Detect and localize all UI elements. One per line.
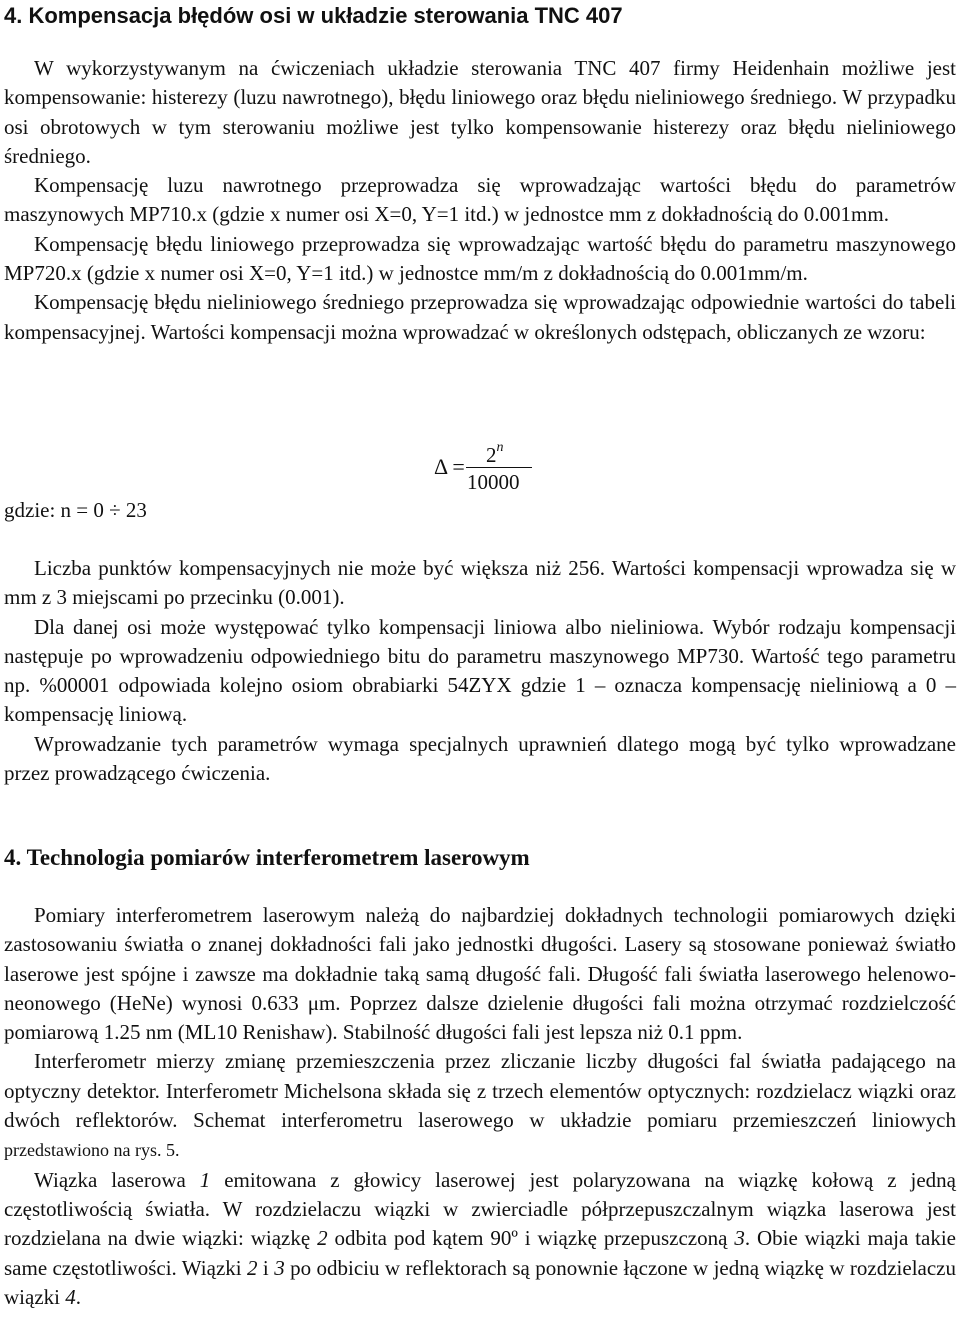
section1-body-bottom	[4, 554, 956, 788]
paragraph-wiazka	[4, 1166, 956, 1312]
section1-body-top	[4, 54, 956, 347]
text-run: odbita pod kątem 90º i wiązkę przepuszczoną	[327, 1226, 735, 1251]
text-run: i	[257, 1255, 275, 1280]
text-run: emitowana z głowicy laserowej jest polaryzowana na wiązkę kołową z jedną częstotliwością światła. W rozdzielaczu wiązki w zwierciadle półprzepuszczalnym wiązka laserowa jest rozdzielana na dwie wiązki: wiązkę	[4, 1167, 956, 1251]
text-run: Wiązka laserowa	[34, 1167, 200, 1192]
paragraph-luz: Kompensację luzu nawrotnego przeprowadza się wprowadzając wartości błędu do parametrów maszynowych MP710.x (gdzie x numer osi X=0, Y=1 itd.) w jednostce mm z dokładnością do 0.001mm.	[4, 173, 956, 227]
formula-lhs: Δ =	[434, 454, 465, 479]
beam-number: 1	[199, 1167, 211, 1192]
formula-range: gdzie: n = 0 ÷ 23	[4, 498, 147, 522]
paragraph-nieliniowy: Kompensację błędu nieliniowego średniego przeprowadza się wprowadzając odpowiednie wartości do tabeli kompensacyjnej. Wartości kompensacji można wprowadzać w określonych odstępach, obliczanych ze wzoru:	[4, 290, 956, 344]
section-title-kompensacja: 4. Kompensacja błędów osi w układzie sterowania TNC 407	[4, 3, 623, 28]
section2-body	[4, 901, 956, 1312]
text-run: po odbiciu w reflektorach są ponownie łączone w jedną wiązkę w rozdzielaczu wiązki	[4, 1255, 957, 1309]
paragraph-wybor: Dla danej osi może występować tylko kompensacji liniowa albo nieliniowa. Wybór rodzaju kompensacji następuje po wprowadzeniu odpowiedniego bitu do parametru maszynowego MP730. Wartość tego parametru np. %00001 odpowiada kolejno osiom obrabiarki 54ZYX gdzie 1 – oznacza kompensację nieliniową a 0 – kompensację liniową.	[4, 614, 956, 727]
beam-number: 3	[734, 1226, 745, 1251]
beam-number: 2	[247, 1255, 258, 1280]
formula-base: 2	[486, 443, 497, 467]
paragraph-intro: W wykorzystywanym na ćwiczeniach układzie sterowania TNC 407 firmy Heidenhain możliwe jest kompensowanie: histerezy (luzu nawrotnego), błędu liniowego oraz błędu nieliniowego średniego. W przypadku osi obrotowych w tym sterowaniu możliwe jest tylko kompensowanie histerezy oraz błędu nieliniowego średniego.	[4, 56, 956, 168]
beam-number: 3	[274, 1255, 285, 1280]
beam-number: 2	[317, 1226, 328, 1251]
paragraph-interferometr	[4, 1047, 956, 1165]
paragraph-pomiary: Pomiary interferometrem laserowym należą do najbardziej dokładnych technologii pomiarowych dzięki zastosowaniu światła o znanej dokładności fali jako jednostki długości. Lasery są stosowane ponieważ światło laserowe jest spójne i zawsze ma dokładnie taką samą długość fali. Długość fali światła laserowego helenowo-neonowego (HeNe) wynosi 0.633 μm. Poprzez dalsze dzielenie długości fali można otrzymać rozdzielczość pomiarową 1.25 nm (ML10 Renishaw). Stabilność długości fali jest lepsza niż 0.1 ppm.	[4, 903, 956, 1045]
paragraph-liniowy: Kompensację błędu liniowego przeprowadza się wprowadzając wartość błędu do parametru maszynowego MP720.x (gdzie x numer osi X=0, Y=1 itd.) w jednostce mm/m z dokładnością do 0.001mm/m.	[4, 231, 956, 286]
paragraph-uprawnienia: Wprowadzanie tych parametrów wymaga specjalnych uprawnień dlatego mogą być tylko wprowadzane przez prowadzącego ćwiczenia.	[4, 731, 956, 786]
formula-denominator: 10000	[467, 470, 520, 494]
beam-number: 4	[65, 1284, 76, 1309]
section-title-interferometr: 4. Technologia pomiarów interferometrem laserowym	[4, 845, 530, 870]
formula-numerator	[486, 436, 504, 470]
formula-delta	[434, 436, 544, 496]
paragraph-punkty: Liczba punktów kompensacyjnych nie może być większa niż 256. Wartości kompensacji wprowadza się w mm z 3 miejscami po przecinku (0.001).	[4, 556, 956, 610]
paragraph-interferometr-text: Interferometr mierzy zmianę przemieszczenia przez zliczanie liczby długości fal światła padającego na optyczny detektor. Interferometr Michelsona składa się z trzech elementów optycznych: rozdzielacz wiązki oraz dwóch reflektorów. Schemat interferometru laserowego w układzie pomiaru przemieszczeń liniowych	[4, 1049, 956, 1133]
formula-exponent: n	[496, 440, 504, 455]
text-run: .	[75, 1284, 81, 1309]
text-run: . Obie wiązki maja takie same częstotliwości. Wiązki	[4, 1226, 956, 1280]
paragraph-interferometr-ref: przedstawiono na rys. 5.	[4, 1140, 180, 1161]
